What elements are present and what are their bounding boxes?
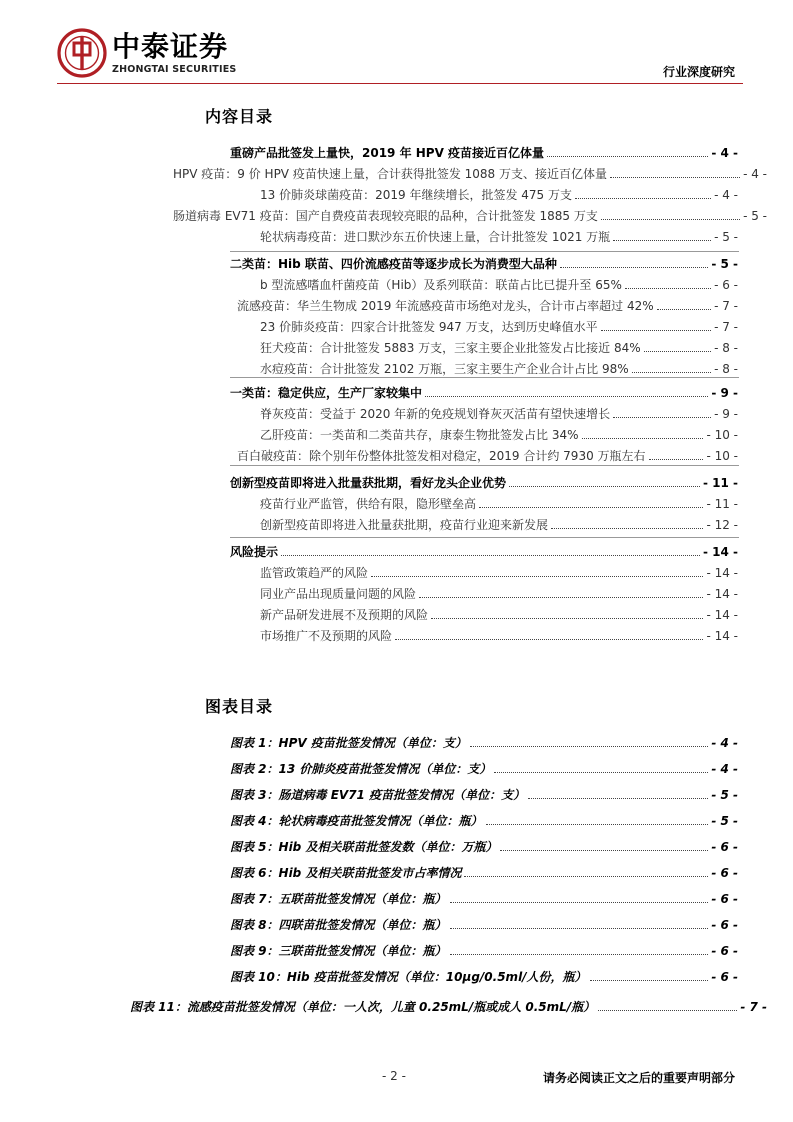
figure-entry[interactable] [230,940,738,959]
dot-leader [547,156,708,157]
toc-entry-label: 监管政策趋严的风险 [260,566,369,580]
toc-entry-page: - 6 - [714,278,738,292]
figure-entry-page: - 6 - [711,840,738,854]
toc-entry[interactable] [260,184,738,203]
toc-entry-label: 重磅产品批签发上量快，2019 年 HPV 疫苗接近百亿体量 [230,146,545,160]
figure-entry-label: 图表 3：肠道病毒 EV71 疫苗批签发情况（单位：支） [230,788,526,802]
figure-entry-label: 图表 2：13 价肺炎疫苗批签发情况（单位：支） [230,762,492,776]
toc-entry[interactable] [173,163,767,182]
toc-entry-label: 二类苗：Hib 联苗、四价流感疫苗等逐步成长为消费型大品种 [230,257,557,271]
page-number: - 2 - [382,1069,406,1083]
figure-entry-page: - 6 - [711,970,738,984]
dot-leader [494,772,708,773]
toc-entry-page: - 7 - [714,299,738,313]
figure-entry-page: - 6 - [711,892,738,906]
zhongtai-logo [57,28,107,78]
toc-entry[interactable] [260,424,738,443]
toc-entry[interactable] [230,142,738,161]
dot-leader [470,746,708,747]
dot-leader [598,1010,737,1011]
figure-entry[interactable] [230,732,738,751]
dot-leader [551,528,703,529]
toc-entry-page: - 11 - [706,497,738,511]
toc-entry-label: 轮状病毒疫苗：进口默沙东五价快速上量，合计批签发 1021 万瓶 [260,230,611,244]
toc-entry-label: 流感疫苗：华兰生物成 2019 年流感疫苗市场绝对龙头，合计市占率超过 42% [237,299,654,313]
figure-entry[interactable] [230,888,738,907]
figure-entry-page: - 5 - [711,814,738,828]
toc-entry-label: 新产品研发进展不及预期的风险 [260,608,429,622]
figure-entry-label: 图表 5：Hib 及相关联苗批签发数（单位：万瓶） [230,840,498,854]
toc-entry-page: - 14 - [706,608,738,622]
toc-entry[interactable] [260,625,738,644]
dot-leader [450,928,709,929]
toc-entry-page: - 10 - [706,449,738,463]
dot-leader [528,798,708,799]
toc-entry-page: - 4 - [711,146,738,160]
toc-entry[interactable] [260,604,738,623]
dot-leader [582,438,704,439]
toc-entry-label: 23 价肺炎疫苗：四家合计批签发 947 万支，达到历史峰值水平 [260,320,598,334]
dot-leader [649,459,704,460]
footer-disclaimer: 请务必阅读正文之后的重要声明部分 [542,1071,735,1085]
toc-entry-page: - 10 - [706,428,738,442]
figure-entry-label: 图表 7：五联苗批签发情况（单位：瓶） [230,892,447,906]
toc-entry-page: - 11 - [702,476,738,490]
toc-entry-label: 风险提示 [230,545,279,559]
figure-entry[interactable] [230,966,738,985]
contents-title: 内容目录 [205,107,274,126]
toc-entry[interactable] [260,316,738,335]
toc-entry-page: - 8 - [714,341,738,355]
toc-entry-page: - 12 - [706,518,738,532]
toc-entry[interactable] [260,358,738,377]
dot-leader [479,507,703,508]
dot-leader [657,309,711,310]
toc-entry[interactable] [260,562,738,581]
toc-entry-label: 肠道病毒 EV71 疫苗：国产自费疫苗表现较亮眼的品种，合计批签发 1885 万支 [173,209,598,223]
figure-entry[interactable] [230,836,738,855]
toc-entry-label: 一类苗：稳定供应，生产厂家较集中 [230,386,423,400]
section-divider [230,465,739,466]
toc-entry[interactable] [260,226,738,245]
toc-entry-page: - 5 - [714,230,738,244]
dot-leader [632,372,711,373]
toc-entry-page: - 9 - [714,407,738,421]
dot-leader [464,876,708,877]
section-divider [230,537,739,538]
figure-entry-label: 图表 6：Hib 及相关联苗批签发市占率情况 [230,866,462,880]
toc-entry[interactable] [260,403,738,422]
figure-entry-label: 图表 1：HPV 疫苗批签发情况（单位：支） [230,736,467,750]
dot-leader [625,288,711,289]
figure-entry-page: - 6 - [711,866,738,880]
dot-leader [425,396,708,397]
figure-entry[interactable] [230,914,738,933]
brand-name-cn: 中泰证券 [112,30,229,63]
toc-entry[interactable] [230,253,738,272]
dot-leader [419,597,703,598]
toc-entry[interactable] [230,541,738,560]
toc-entry-label: 乙肝疫苗：一类苗和二类苗共存，康泰生物批签发占比 34% [260,428,579,442]
toc-entry-page: - 5 - [743,209,767,223]
toc-entry[interactable] [260,514,738,533]
figure-entry[interactable] [230,758,738,777]
header-divider [57,83,743,84]
toc-entry-label: 百白破疫苗：除个别年份整体批签发相对稳定，2019 合计约 7930 万瓶左右 [237,449,646,463]
toc-entry-page: - 9 - [711,386,738,400]
toc-entry[interactable] [173,205,767,224]
figure-entry-label: 图表 11：流感疫苗批签发情况（单位：一人次，儿童 0.25mL/瓶或成人 0.5mL/瓶） [130,1000,596,1014]
dot-leader [610,177,740,178]
dot-leader [450,902,709,903]
figure-entry-page: - 6 - [711,944,738,958]
toc-entry[interactable] [260,274,738,293]
dot-leader [486,824,709,825]
toc-entry[interactable] [260,583,738,602]
dot-leader [601,330,711,331]
toc-entry-page: - 5 - [711,257,738,271]
toc-entry-page: - 14 - [706,566,738,580]
toc-entry-label: 水痘疫苗：合计批签发 2102 万瓶，三家主要生产企业合计占比 98% [260,362,629,376]
figure-entry-label: 图表 8：四联苗批签发情况（单位：瓶） [230,918,447,932]
report-type: 行业深度研究 [662,65,735,79]
figure-entry[interactable] [230,784,738,803]
figure-entry-page: - 4 - [711,762,738,776]
dot-leader [450,954,709,955]
figure-entry-page: - 4 - [711,736,738,750]
dot-leader [575,198,711,199]
toc-entry-page: - 14 - [702,545,738,559]
toc-entry-label: 疫苗行业严监管，供给有限，隐形壁垒高 [260,497,477,511]
dot-leader [431,618,703,619]
dot-leader [371,576,703,577]
toc-entry-label: 创新型疫苗即将进入批量获批期，看好龙头企业优势 [230,476,507,490]
toc-entry-label: b 型流感嗜血杆菌疫苗（Hib）及系列联苗：联苗占比已提升至 65% [260,278,622,292]
toc-entry-label: 同业产品出现质量问题的风险 [260,587,417,601]
figure-entry-page: - 7 - [740,1000,767,1014]
toc-entry-label: 13 价肺炎球菌疫苗：2019 年继续增长，批签发 475 万支 [260,188,572,202]
toc-entry-page: - 8 - [714,362,738,376]
toc-entry[interactable] [230,382,738,401]
section-divider [230,251,739,252]
toc-entry-page: - 4 - [714,188,738,202]
toc-entry-page: - 14 - [706,587,738,601]
figures-title: 图表目录 [205,697,274,716]
figure-entry-label: 图表 9：三联苗批签发情况（单位：瓶） [230,944,447,958]
dot-leader [395,639,703,640]
toc-entry-label: 创新型疫苗即将进入批量获批期，疫苗行业迎来新发展 [260,518,549,532]
dot-leader [509,486,700,487]
figure-entry[interactable] [230,810,738,829]
dot-leader [500,850,708,851]
toc-entry-page: - 7 - [714,320,738,334]
figure-entry-page: - 6 - [711,918,738,932]
dot-leader [644,351,711,352]
dot-leader [560,267,708,268]
figure-entry-label: 图表 4：轮状病毒疫苗批签发情况（单位：瓶） [230,814,483,828]
dot-leader [590,980,709,981]
figure-entry-page: - 5 - [711,788,738,802]
toc-entry-page: - 14 - [706,629,738,643]
section-divider [230,377,739,378]
toc-entry-label: 狂犬疫苗：合计批签发 5883 万支，三家主要企业批签发占比接近 84% [260,341,641,355]
toc-entry-label: 市场推广不及预期的风险 [260,629,393,643]
dot-leader [613,240,711,241]
brand-name-en: ZHONGTAI SECURITIES [112,64,237,75]
dot-leader [613,417,711,418]
figure-entry-label: 图表 10：Hib 疫苗批签发情况（单位：10μg/0.5ml/人份，瓶） [230,970,587,984]
toc-entry[interactable] [260,337,738,356]
toc-entry-page: - 4 - [743,167,767,181]
toc-entry[interactable] [230,472,738,491]
dot-leader [601,219,740,220]
toc-entry[interactable] [237,445,738,464]
toc-entry-label: 脊灰疫苗：受益于 2020 年新的免疫规划脊灰灭活苗有望快速增长 [260,407,611,421]
dot-leader [281,555,700,556]
toc-entry[interactable] [237,295,738,314]
figure-entry[interactable] [230,862,738,881]
figure-entry[interactable] [130,996,767,1015]
toc-entry-label: HPV 疫苗：9 价 HPV 疫苗快速上量，合计获得批签发 1088 万支、接近百亿体量 [173,167,608,181]
toc-entry[interactable] [260,493,738,512]
